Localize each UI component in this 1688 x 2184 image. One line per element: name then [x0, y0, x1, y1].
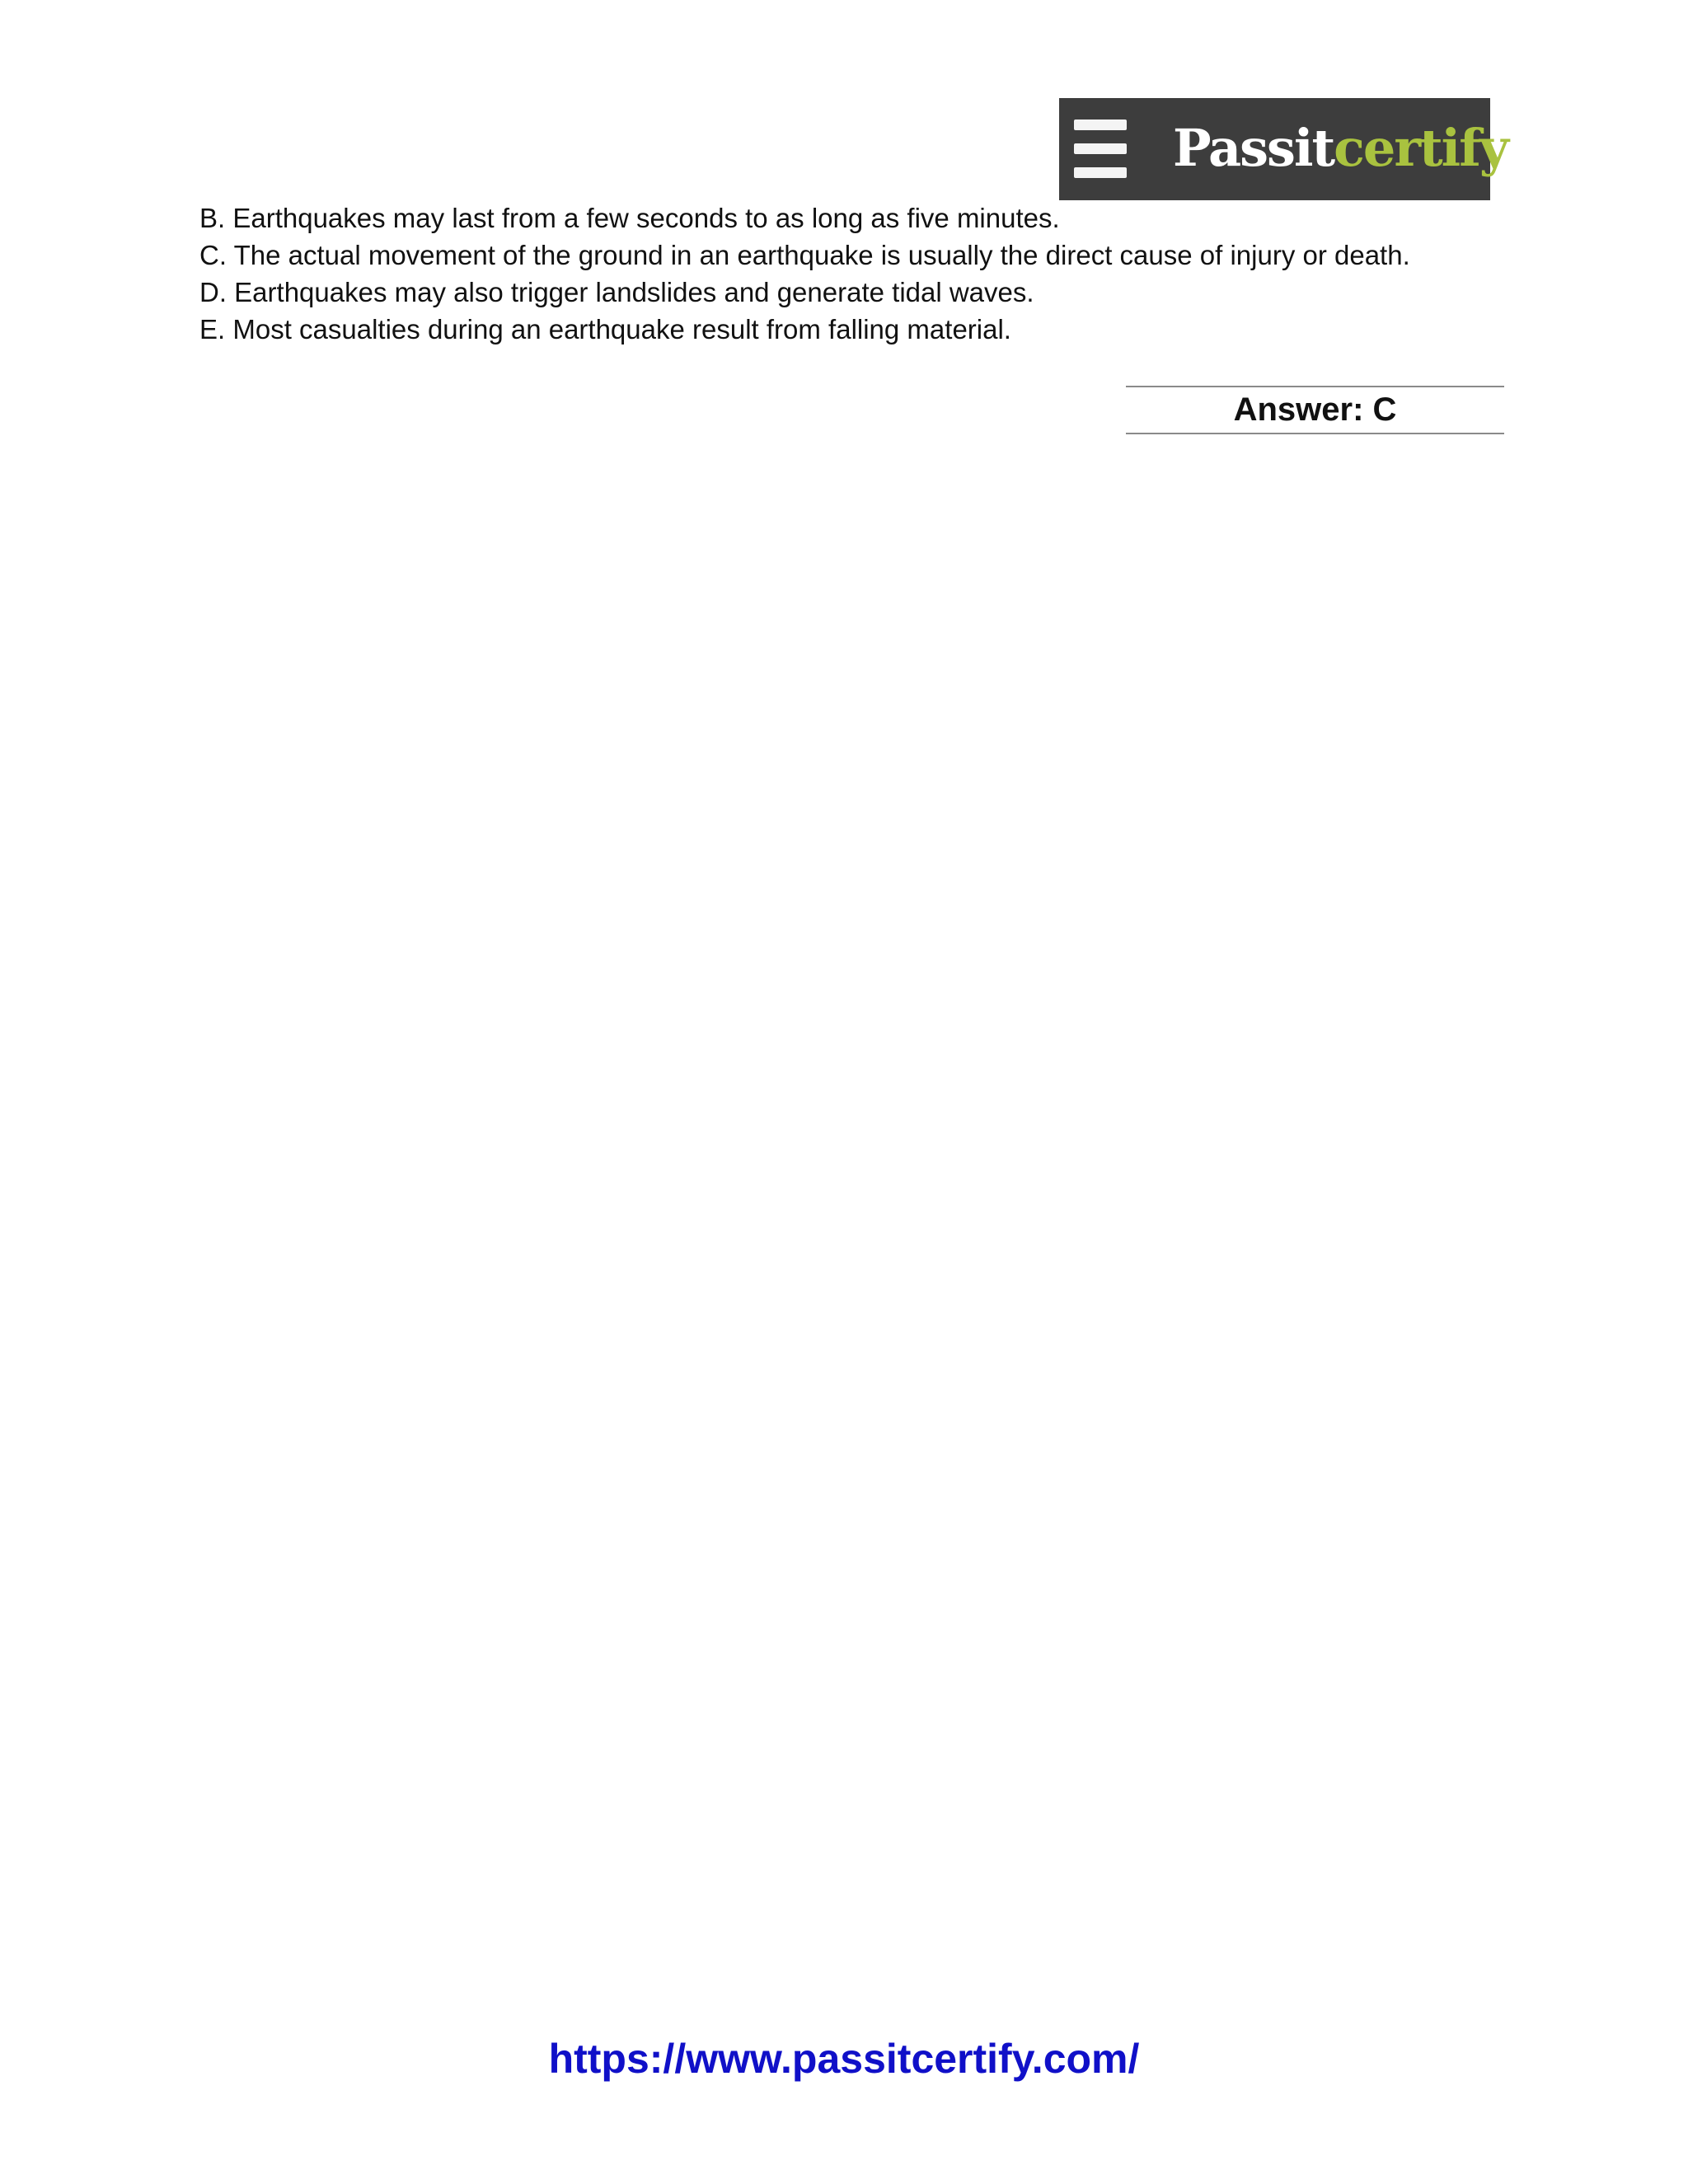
option-c: C. The actual movement of the ground in an earthquake is usually the direct cause of injury or death. — [199, 240, 1410, 270]
option-e: E. Most casualties during an earthquake result from falling material. — [199, 314, 1011, 344]
logo-wordmark-certify: certify — [1334, 118, 1507, 178]
menu-icon — [1074, 116, 1127, 182]
passitcertify-logo — [1059, 98, 1507, 200]
answer-options — [199, 199, 1518, 348]
answer-box — [1126, 386, 1504, 434]
option-b: B. Earthquakes may last from a few seconds to as long as five minutes. — [199, 203, 1060, 233]
footer-url-link[interactable]: https://www.passitcertify.com/ — [548, 2036, 1140, 2082]
logo-wordmark — [1173, 113, 1507, 184]
logo-wordmark-passit: Passit — [1173, 118, 1334, 178]
answer-text: Answer: C — [1233, 391, 1397, 428]
option-d: D. Earthquakes may also trigger landslides and generate tidal waves. — [199, 277, 1034, 307]
